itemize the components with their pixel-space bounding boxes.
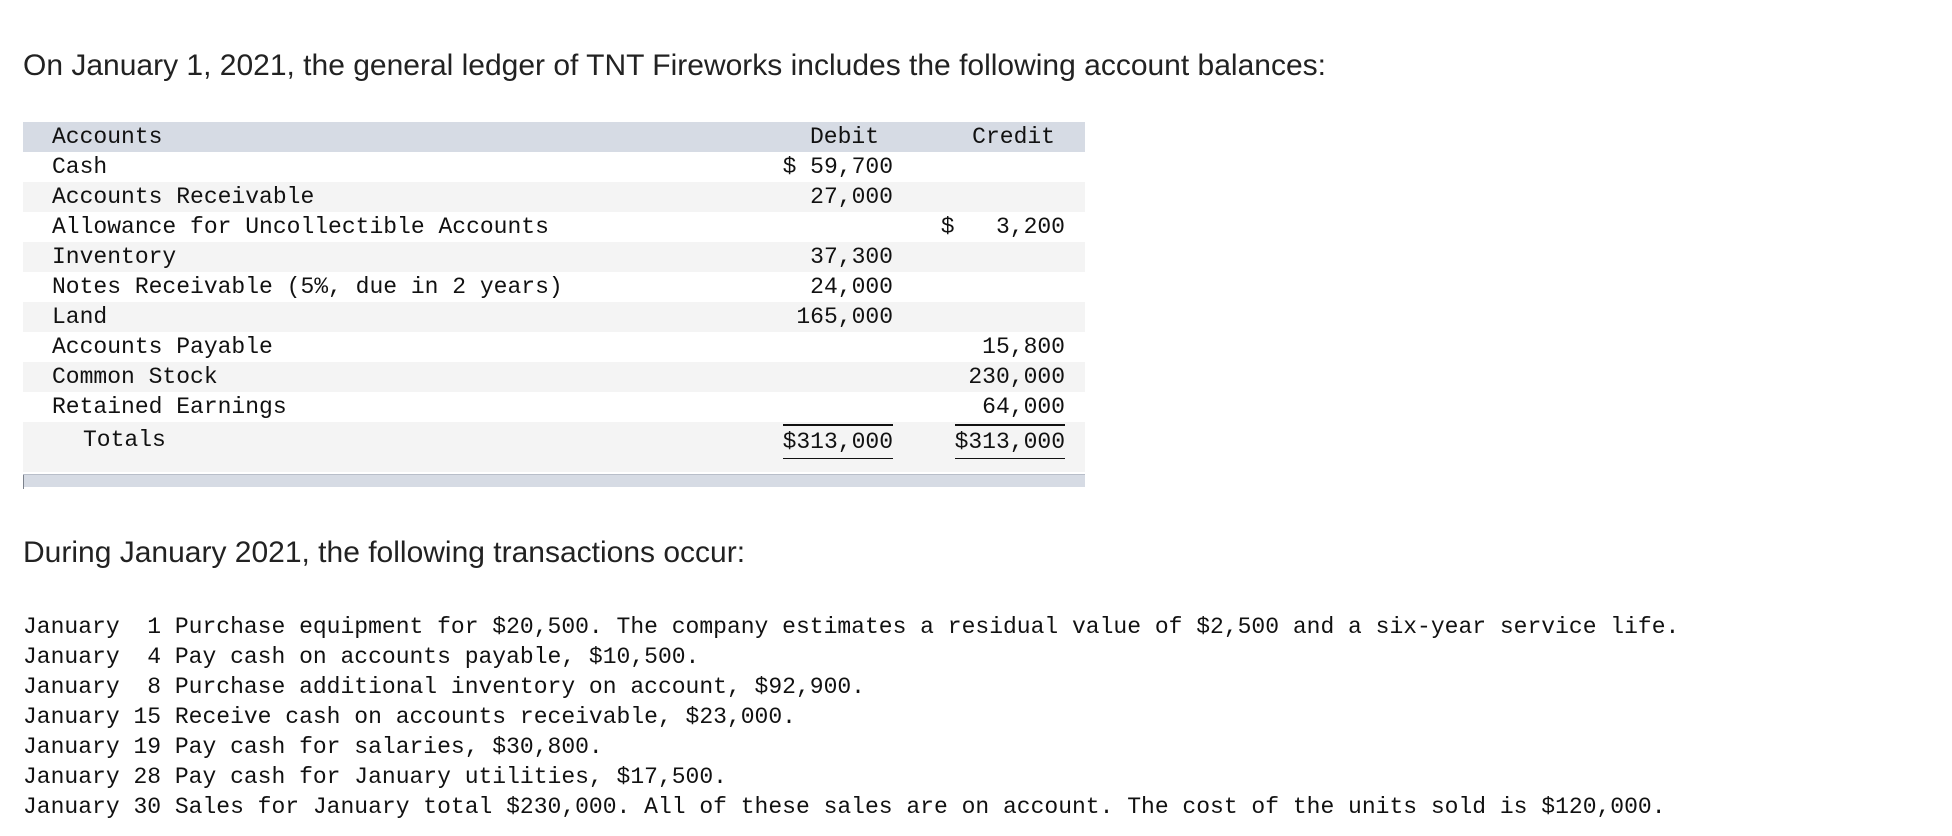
debit-amount: 27,000 [810,184,893,210]
ledger-header-row [23,122,1085,152]
horizontal-scrollbar[interactable] [23,474,1085,487]
transaction-spacing [120,764,134,790]
transaction-spacing [120,734,134,760]
transaction-month: January [23,644,120,670]
transaction-item [23,672,1679,702]
ledger-row [23,302,1085,332]
transaction-month: January [23,764,120,790]
transaction-description: Sales for January total $230,000. All of these sales are on account. The cost of the units sold is $120,000. [174,794,1666,820]
transaction-description: Purchase equipment for $20,500. The company estimates a residual value of $2,500 and a six-year service life. [174,614,1680,640]
account-name: Common Stock [52,364,218,390]
transaction-month: January [23,674,120,700]
account-name: Accounts Receivable [52,184,315,210]
transaction-day: 28 [133,764,162,790]
transaction-month: January [23,794,120,820]
ledger-bottom-padding [23,460,1085,472]
ledger-row [23,362,1085,392]
transaction-spacing [161,734,175,760]
ledger-row [23,152,1085,182]
transaction-spacing [161,704,175,730]
account-name: Cash [52,154,108,180]
ledger-row [23,212,1085,242]
transactions-list [23,612,1679,822]
transaction-spacing [161,794,175,820]
transaction-day: 8 [147,674,162,700]
account-name: Accounts Payable [52,334,273,360]
ledger-row [23,182,1085,212]
transaction-description: Purchase additional inventory on account, $92,900. [174,674,865,700]
transaction-month: January [23,704,120,730]
transaction-description: Receive cash on accounts receivable, $23,000. [174,704,796,730]
account-name: Land [52,304,108,330]
transaction-item [23,762,1679,792]
credit-amount: 15,800 [982,334,1065,360]
transaction-month: January [23,614,120,640]
transaction-day: 19 [133,734,162,760]
debit-amount: 24,000 [810,274,893,300]
debit-column-header: Debit [809,124,879,150]
transaction-spacing [120,614,148,640]
transaction-spacing [120,644,148,670]
scrollbar-left-edge [23,475,24,489]
transaction-spacing [161,764,175,790]
transaction-month: January [23,734,120,760]
accounts-column-header: Accounts [52,124,163,150]
account-name: Notes Receivable (5%, due in 2 years) [52,274,563,300]
transaction-spacing [161,644,175,670]
account-name: Allowance for Uncollectible Accounts [52,214,549,240]
transaction-spacing [120,704,134,730]
credit-total: $313,000 [955,424,1065,462]
transaction-spacing [120,674,148,700]
ledger-row [23,242,1085,272]
transaction-item [23,642,1679,672]
transaction-spacing [161,674,175,700]
transactions-intro: During January 2021, the following transactions occur: [23,536,746,569]
debit-amount: 165,000 [796,304,893,330]
transaction-spacing [120,794,134,820]
credit-column-header: Credit [972,124,1055,150]
transaction-description: Pay cash on accounts payable, $10,500. [174,644,700,670]
ledger-row [23,392,1085,422]
transaction-item [23,732,1679,762]
ledger-row [23,272,1085,302]
transaction-day: 30 [133,794,162,820]
ledger-row [23,332,1085,362]
credit-amount: $ 3,200 [940,214,1065,240]
transaction-day: 1 [147,614,162,640]
transaction-day: 15 [133,704,162,730]
totals-label: Totals [83,427,166,453]
transaction-item [23,612,1679,642]
transaction-description: Pay cash for January utilities, $17,500. [174,764,727,790]
credit-amount: 230,000 [968,364,1065,390]
debit-amount: $ 59,700 [782,154,893,180]
debit-amount: 37,300 [810,244,893,270]
transaction-spacing [161,614,175,640]
account-name: Retained Earnings [52,394,287,420]
transaction-item [23,792,1679,822]
transaction-description: Pay cash for salaries, $30,800. [174,734,603,760]
credit-amount: 64,000 [982,392,1065,424]
ledger-totals-row [23,422,1085,460]
transaction-day: 4 [147,644,162,670]
ledger-table [23,122,1085,472]
debit-total: $313,000 [783,424,893,462]
account-name: Inventory [52,244,177,270]
transaction-item [23,702,1679,732]
intro-paragraph: On January 1, 2021, the general ledger of TNT Fireworks includes the following account balances: [23,49,1326,82]
